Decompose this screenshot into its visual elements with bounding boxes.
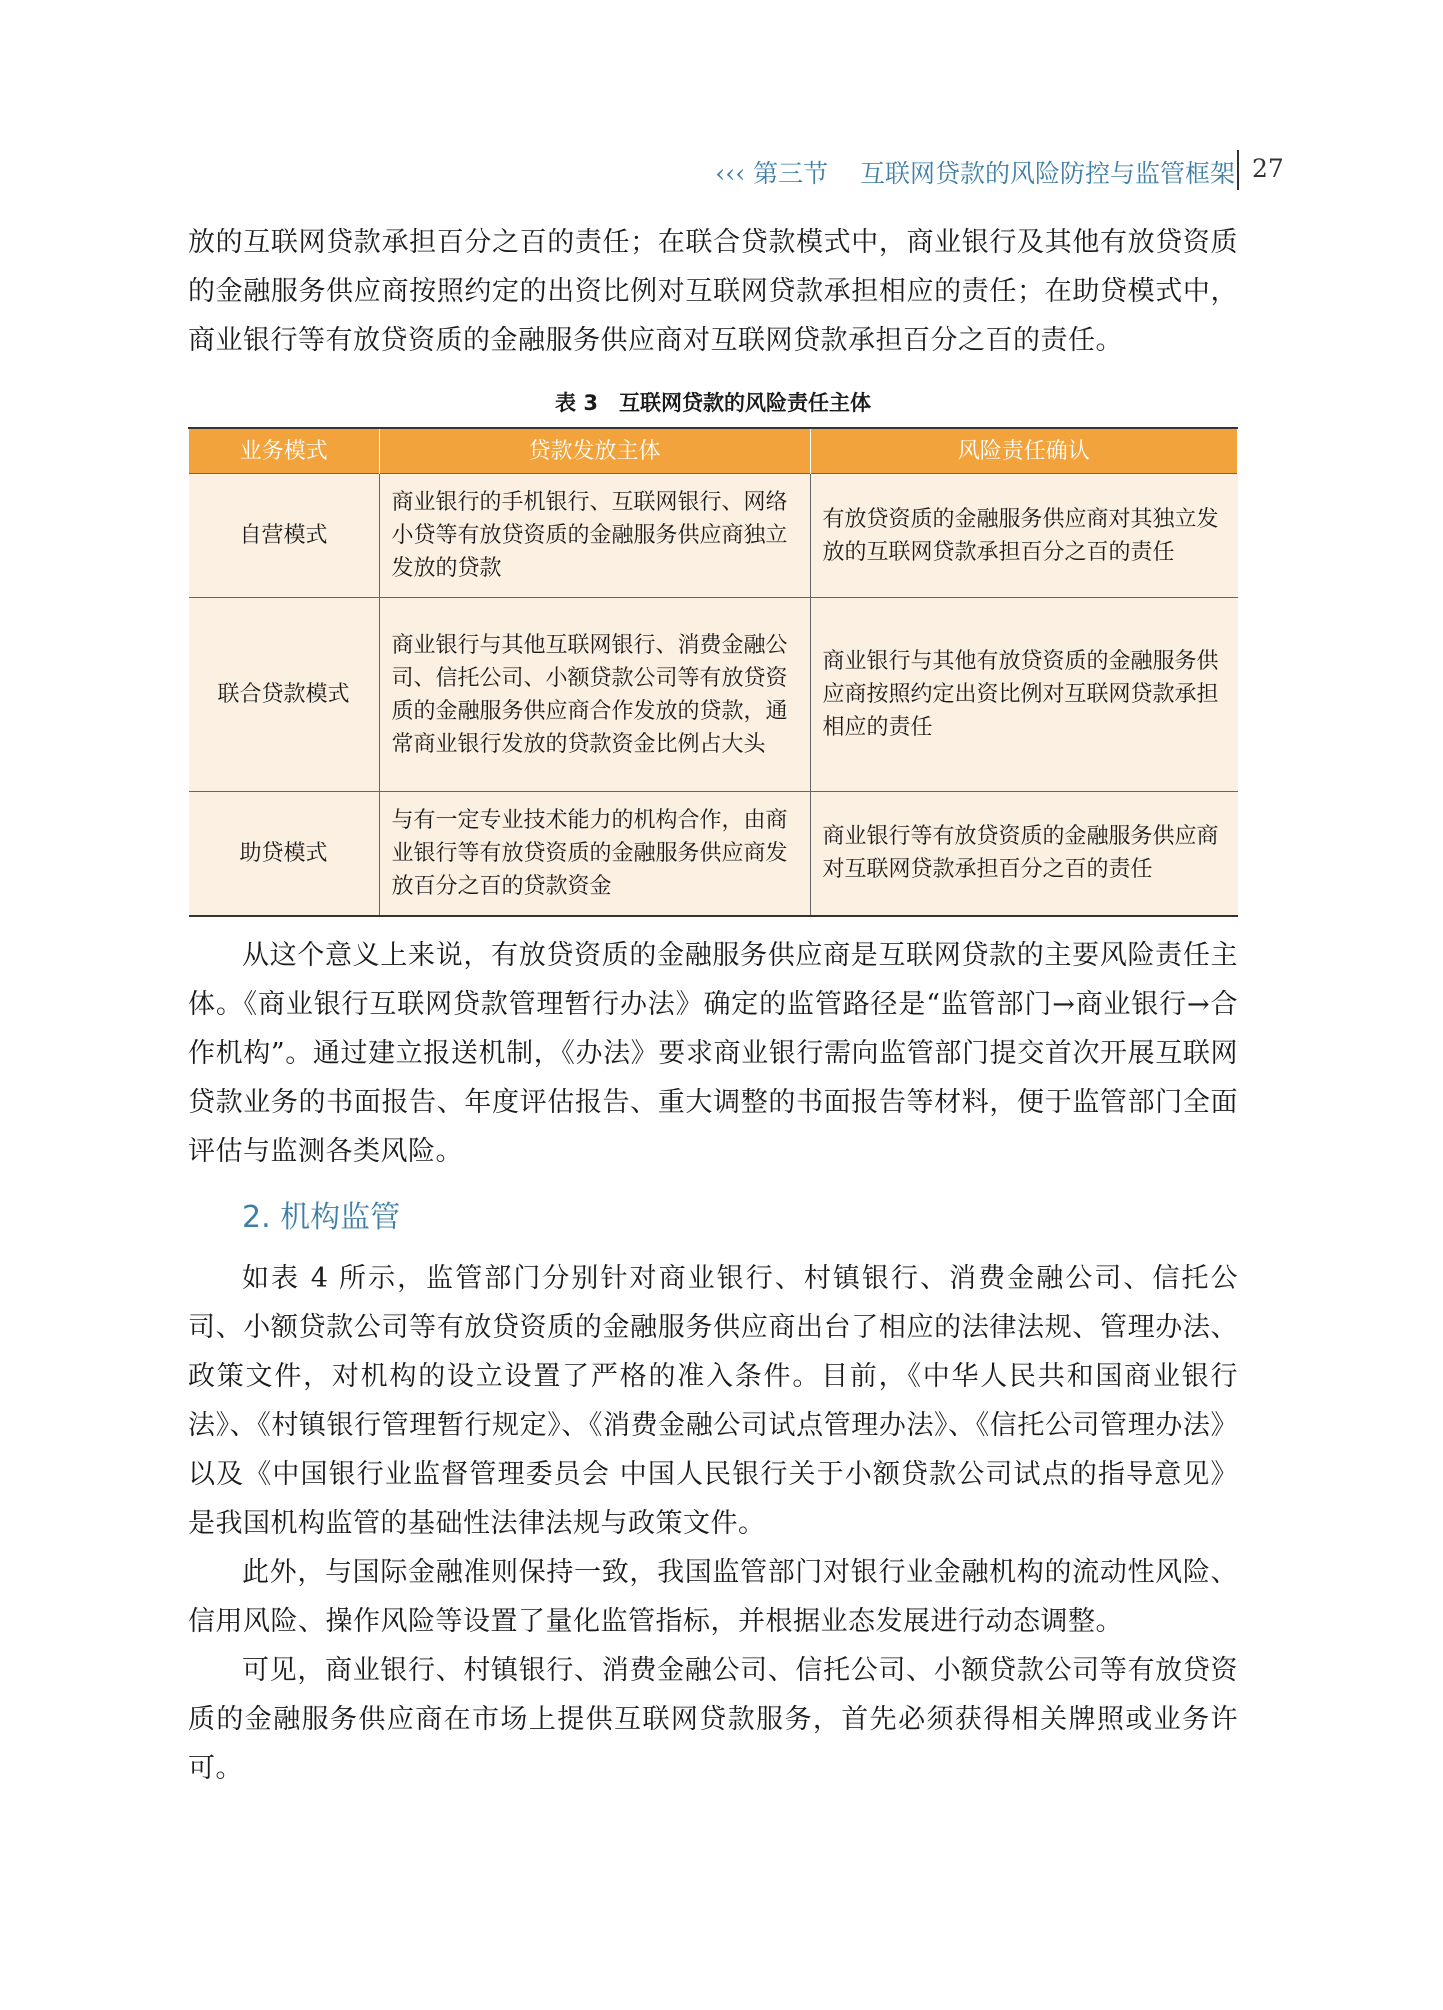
table-cell-mode: 联合贷款模式 — [189, 598, 380, 792]
header-chapter-title: 互联网贷款的风险防控与监管框架 — [859, 159, 1235, 188]
running-header — [0, 150, 1443, 190]
table-cell-responsibility: 有放贷资质的金融服务供应商对其独立发放的互联网贷款承担百分之百的责任 — [810, 474, 1238, 598]
paragraph: 可见，商业银行、村镇银行、消费金融公司、信托公司、小额贷款公司等有放贷资质的金融服务供应商在市场上提供互联网贷款服务，首先必须获得相关牌照或业务许可。 — [188, 1654, 1238, 1784]
paragraph: 从这个意义上来说，有放贷资质的金融服务供应商是互联网贷款的主要风险责任主体。《商业银行互联网贷款管理暂行办法》确定的监管路径是“监管部门→商业银行→合作机构”。通过建立报送机制，《办法》要求商业银行需向监管部门提交首次开展互联网贷款业务的书面报告、年度评估报告、重大调整的书面报告等材料，便于监管部门全面评估与监测各类风险。 — [188, 939, 1238, 1167]
column-header: 贷款发放主体 — [379, 428, 810, 474]
table-caption: 表 3 互联网贷款的风险责任主体 — [555, 391, 871, 415]
risk-responsibility-table — [188, 427, 1238, 917]
page-content — [188, 218, 1238, 1793]
page-number: 27 — [1252, 154, 1284, 183]
spacer — [188, 917, 1238, 931]
header-section: 第三节 — [753, 159, 829, 188]
paragraph: 放的互联网贷款承担百分之百的责任；在联合贷款模式中，商业银行及其他有放贷资质的金融服务供应商按照约定的出资比例对互联网贷款承担相应的责任；在助贷模式中，商业银行等有放贷资质的金融服务供应商对互联网贷款承担百分之百的责任。 — [188, 227, 1238, 356]
paragraph: 此外，与国际金融准则保持一致，我国监管部门对银行业金融机构的流动性风险、信用风险、操作风险等设置了量化监管指标，并根据业态发展进行动态调整。 — [188, 1556, 1238, 1637]
table-cell-mode: 自营模式 — [189, 474, 380, 598]
table-cell-responsibility: 商业银行等有放贷资质的金融服务供应商对互联网贷款承担百分之百的责任 — [810, 792, 1238, 916]
column-header: 业务模式 — [189, 428, 380, 474]
table-cell-mode: 助贷模式 — [189, 792, 380, 916]
section-heading: 2. 机构监管 — [242, 1199, 401, 1235]
header-divider — [1237, 150, 1239, 190]
table-row — [189, 598, 1238, 792]
table-cell-issuer: 商业银行的手机银行、互联网银行、网络小贷等有放贷资质的金融服务供应商独立发放的贷款 — [379, 474, 810, 598]
table-cell-issuer: 与有一定专业技术能力的机构合作，由商业银行等有放贷资质的金融服务供应商发放百分之百的贷款资金 — [379, 792, 810, 916]
table-row — [189, 792, 1238, 916]
table-header-row — [189, 428, 1238, 474]
table-cell-issuer: 商业银行与其他互联网银行、消费金融公司、信托公司、小额贷款公司等有放贷资质的金融服务供应商合作发放的贷款，通常商业银行发放的贷款资金比例占大头 — [379, 598, 810, 792]
column-header: 风险责任确认 — [810, 428, 1238, 474]
header-title — [715, 154, 1235, 190]
table-cell-responsibility: 商业银行与其他有放贷资质的金融服务供应商按照约定出资比例对互联网贷款承担相应的责任 — [810, 598, 1238, 792]
table-row — [189, 474, 1238, 598]
chevron-left-icon: ‹‹‹ — [715, 159, 746, 188]
paragraph: 如表 4 所示，监管部门分别针对商业银行、村镇银行、消费金融公司、信托公司、小额贷款公司等有放贷资质的金融服务供应商出台了相应的法律法规、管理办法、政策文件，对机构的设立设置了严格的准入条件。目前，《中华人民共和国商业银行法》、《村镇银行管理暂行规定》、《消费金融公司试点管理办法》、《信托公司管理办法》以及《中国银行业监督管理委员会 中国人民银行关于小额贷款公司试点的指导意见》是我国机构监管的基础性法律法规与政策文件。 — [188, 1262, 1238, 1539]
